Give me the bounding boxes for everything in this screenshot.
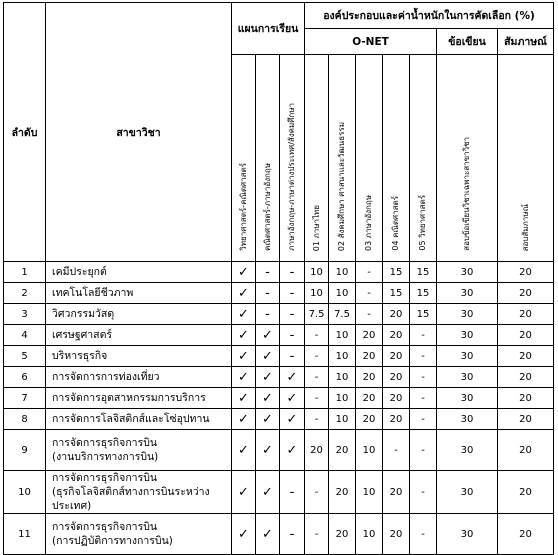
plan-mark: ✓	[232, 262, 256, 283]
plan-mark: ✓	[280, 430, 305, 471]
table-row	[4, 325, 554, 346]
onet-weight: -	[410, 409, 437, 430]
onet-weight: 15	[410, 283, 437, 304]
plan-mark: ✓	[256, 367, 280, 388]
onet-col-english: 03 ภาษาอังกฤษ	[356, 55, 383, 262]
onet-weight: 20	[383, 409, 410, 430]
subject-name-text: เคมีประยุกต์	[52, 266, 107, 278]
table-row	[4, 514, 554, 555]
onet-weight: 7.5	[305, 304, 329, 325]
onet-weight: 20	[356, 367, 383, 388]
row-number: 4	[4, 325, 46, 346]
onet-weight: 20	[383, 367, 410, 388]
onet-weight: 15	[383, 262, 410, 283]
plan-mark: ✓	[232, 471, 256, 514]
interview-col-label: สอบสัมภาษณ์	[498, 55, 554, 262]
onet-weight: 20	[383, 304, 410, 325]
subject-name	[46, 409, 232, 430]
interview-weight: 20	[498, 325, 554, 346]
onet-weight: 20	[383, 514, 410, 555]
table-row	[4, 409, 554, 430]
row-number: 9	[4, 430, 46, 471]
onet-weight: 10	[305, 262, 329, 283]
subject-name-text: บริหารธุรกิจ	[52, 350, 108, 362]
onet-weight: -	[383, 430, 410, 471]
subject-name	[46, 283, 232, 304]
plan-mark: ✓	[232, 409, 256, 430]
onet-weight: -	[356, 283, 383, 304]
interview-weight: 20	[498, 346, 554, 367]
subject-name	[46, 430, 232, 471]
onet-weight: -	[356, 262, 383, 283]
written-weight: 30	[437, 388, 498, 409]
plan-mark: ✓	[256, 346, 280, 367]
onet-weight: 7.5	[329, 304, 356, 325]
subject-name	[46, 304, 232, 325]
subject-subname-text: (งานบริการทางการบิน)	[52, 451, 159, 463]
onet-weight: -	[305, 325, 329, 346]
subject-name-text: วิศวกรรมวัสดุ	[52, 308, 115, 320]
onet-weight: 10	[329, 262, 356, 283]
plan-col-english-language: ภาษาอังกฤษ-ภาษาต่างประเทศ/สังคมศึกษา	[280, 55, 305, 262]
onet-weight: 20	[356, 409, 383, 430]
plan-mark: ✓	[256, 430, 280, 471]
subject-name-text: เศรษฐศาสตร์	[52, 329, 113, 341]
onet-weight: 20	[356, 325, 383, 346]
subject-name	[46, 346, 232, 367]
table-row	[4, 346, 554, 367]
onet-col-social: 02 สังคมศึกษา ศาสนาและวัฒนธรรม	[329, 55, 356, 262]
onet-weight: -	[305, 388, 329, 409]
plan-mark: ✓	[280, 388, 305, 409]
table-row	[4, 388, 554, 409]
subject-name	[46, 388, 232, 409]
table-row	[4, 367, 554, 388]
interview-weight: 20	[498, 304, 554, 325]
subject-name-text: การจัดการโลจิสติกส์และโซ่อุปทาน	[52, 413, 210, 425]
column-header-study-plan: แผนการเรียน	[232, 3, 305, 55]
plan-mark: -	[280, 471, 305, 514]
plan-mark: -	[280, 346, 305, 367]
written-weight: 30	[437, 367, 498, 388]
written-weight: 30	[437, 346, 498, 367]
written-weight: 30	[437, 262, 498, 283]
subject-name	[46, 325, 232, 346]
subject-name	[46, 514, 232, 555]
written-weight: 30	[437, 409, 498, 430]
onet-weight: 20	[383, 325, 410, 346]
plan-mark: ✓	[232, 430, 256, 471]
subject-name-text: เทคโนโลยีชีวภาพ	[52, 287, 134, 299]
onet-weight: -	[410, 367, 437, 388]
table-row	[4, 471, 554, 514]
onet-weight: 10	[356, 514, 383, 555]
interview-weight: 20	[498, 283, 554, 304]
plan-mark: ✓	[232, 283, 256, 304]
plan-mark: ✓	[232, 325, 256, 346]
selection-criteria-table	[3, 2, 554, 555]
onet-weight: 10	[356, 471, 383, 514]
plan-mark: -	[280, 325, 305, 346]
onet-weight: -	[305, 346, 329, 367]
plan-mark: ✓	[232, 304, 256, 325]
subject-name	[46, 262, 232, 283]
onet-weight: 15	[410, 304, 437, 325]
onet-col-thai: 01 ภาษาไทย	[305, 55, 329, 262]
plan-col-science-math: วิทยาศาสตร์-คณิตศาสตร์	[232, 55, 256, 262]
row-number: 2	[4, 283, 46, 304]
column-header-onet: O-NET	[305, 29, 437, 55]
plan-mark: ✓	[280, 367, 305, 388]
row-number: 1	[4, 262, 46, 283]
onet-weight: -	[410, 430, 437, 471]
column-header-no: ลำดับ	[4, 3, 46, 262]
onet-weight: 10	[329, 325, 356, 346]
onet-weight: 20	[383, 388, 410, 409]
interview-weight: 20	[498, 471, 554, 514]
onet-weight: 20	[305, 430, 329, 471]
plan-mark: -	[280, 304, 305, 325]
onet-weight: 20	[383, 346, 410, 367]
plan-mark: -	[256, 283, 280, 304]
onet-weight: 10	[329, 367, 356, 388]
written-weight: 30	[437, 471, 498, 514]
onet-weight: -	[305, 409, 329, 430]
onet-weight: 10	[329, 283, 356, 304]
onet-weight: 20	[329, 471, 356, 514]
plan-mark: ✓	[232, 388, 256, 409]
onet-weight: 10	[329, 409, 356, 430]
written-weight: 30	[437, 325, 498, 346]
onet-weight: 20	[329, 430, 356, 471]
row-number: 11	[4, 514, 46, 555]
plan-mark: ✓	[280, 409, 305, 430]
plan-mark: ✓	[256, 325, 280, 346]
written-weight: 30	[437, 283, 498, 304]
column-header-interview: สัมภาษณ์	[498, 29, 554, 55]
written-weight: 30	[437, 514, 498, 555]
table-row	[4, 304, 554, 325]
plan-col-math-english: คณิตศาสตร์-ภาษาอังกฤษ	[256, 55, 280, 262]
plan-mark: ✓	[256, 471, 280, 514]
interview-weight: 20	[498, 367, 554, 388]
onet-weight: -	[305, 514, 329, 555]
onet-weight: 15	[410, 262, 437, 283]
plan-mark: -	[280, 283, 305, 304]
subject-name-text: การจัดการธุรกิจการบิน	[52, 437, 158, 449]
interview-weight: 20	[498, 388, 554, 409]
plan-mark: ✓	[232, 367, 256, 388]
onet-weight: 10	[329, 346, 356, 367]
row-number: 10	[4, 471, 46, 514]
written-col-label: สอบข้อเขียนวิชาเฉพาะสาขาวิชา	[437, 55, 498, 262]
interview-weight: 20	[498, 262, 554, 283]
table-row	[4, 262, 554, 283]
row-number: 7	[4, 388, 46, 409]
plan-mark: ✓	[256, 388, 280, 409]
subject-name-text: การจัดการการท่องเที่ยว	[52, 371, 160, 383]
interview-weight: 20	[498, 514, 554, 555]
onet-weight: -	[410, 388, 437, 409]
onet-weight: 20	[356, 388, 383, 409]
plan-mark: ✓	[232, 514, 256, 555]
subject-subname-text: (การปฏิบัติการทางการบิน)	[52, 535, 173, 547]
row-number: 6	[4, 367, 46, 388]
subject-name	[46, 367, 232, 388]
plan-mark: ✓	[232, 346, 256, 367]
interview-weight: 20	[498, 430, 554, 471]
onet-weight: 10	[329, 388, 356, 409]
written-weight: 30	[437, 430, 498, 471]
onet-weight: 10	[305, 283, 329, 304]
table-row	[4, 283, 554, 304]
subject-subname-text: (ธุรกิจโลจิสติกส์ทางการบินระหว่างประเทศ)	[52, 486, 210, 512]
onet-weight: -	[305, 367, 329, 388]
onet-weight: -	[410, 514, 437, 555]
plan-mark: -	[280, 514, 305, 555]
onet-weight: -	[410, 471, 437, 514]
subject-name	[46, 471, 232, 514]
onet-col-math: 04 คณิตศาสตร์	[383, 55, 410, 262]
onet-weight: -	[410, 325, 437, 346]
plan-mark: ✓	[256, 514, 280, 555]
plan-mark: -	[256, 262, 280, 283]
onet-weight: 15	[383, 283, 410, 304]
table-row	[4, 430, 554, 471]
onet-weight: 10	[356, 430, 383, 471]
written-weight: 30	[437, 304, 498, 325]
plan-mark: ✓	[256, 409, 280, 430]
column-header-written: ข้อเขียน	[437, 29, 498, 55]
onet-weight: 20	[329, 514, 356, 555]
subject-name-text: การจัดการธุรกิจการบิน	[52, 472, 158, 484]
onet-weight: 20	[383, 471, 410, 514]
onet-weight: -	[356, 304, 383, 325]
subject-name-text: การจัดการธุรกิจการบิน	[52, 521, 158, 533]
onet-weight: -	[410, 346, 437, 367]
onet-col-science: 05 วิทยาศาสตร์	[410, 55, 437, 262]
row-number: 5	[4, 346, 46, 367]
interview-weight: 20	[498, 409, 554, 430]
row-number: 3	[4, 304, 46, 325]
column-header-components: องค์ประกอบและค่าน้ำหนักในการคัดเลือก (%)	[305, 3, 554, 29]
plan-mark: -	[280, 262, 305, 283]
column-header-subject: สาขาวิชา	[46, 3, 232, 262]
onet-weight: 20	[356, 346, 383, 367]
plan-mark: -	[256, 304, 280, 325]
subject-name-text: การจัดการอุตสาหกรรมการบริการ	[52, 392, 206, 404]
onet-weight: -	[305, 471, 329, 514]
row-number: 8	[4, 409, 46, 430]
